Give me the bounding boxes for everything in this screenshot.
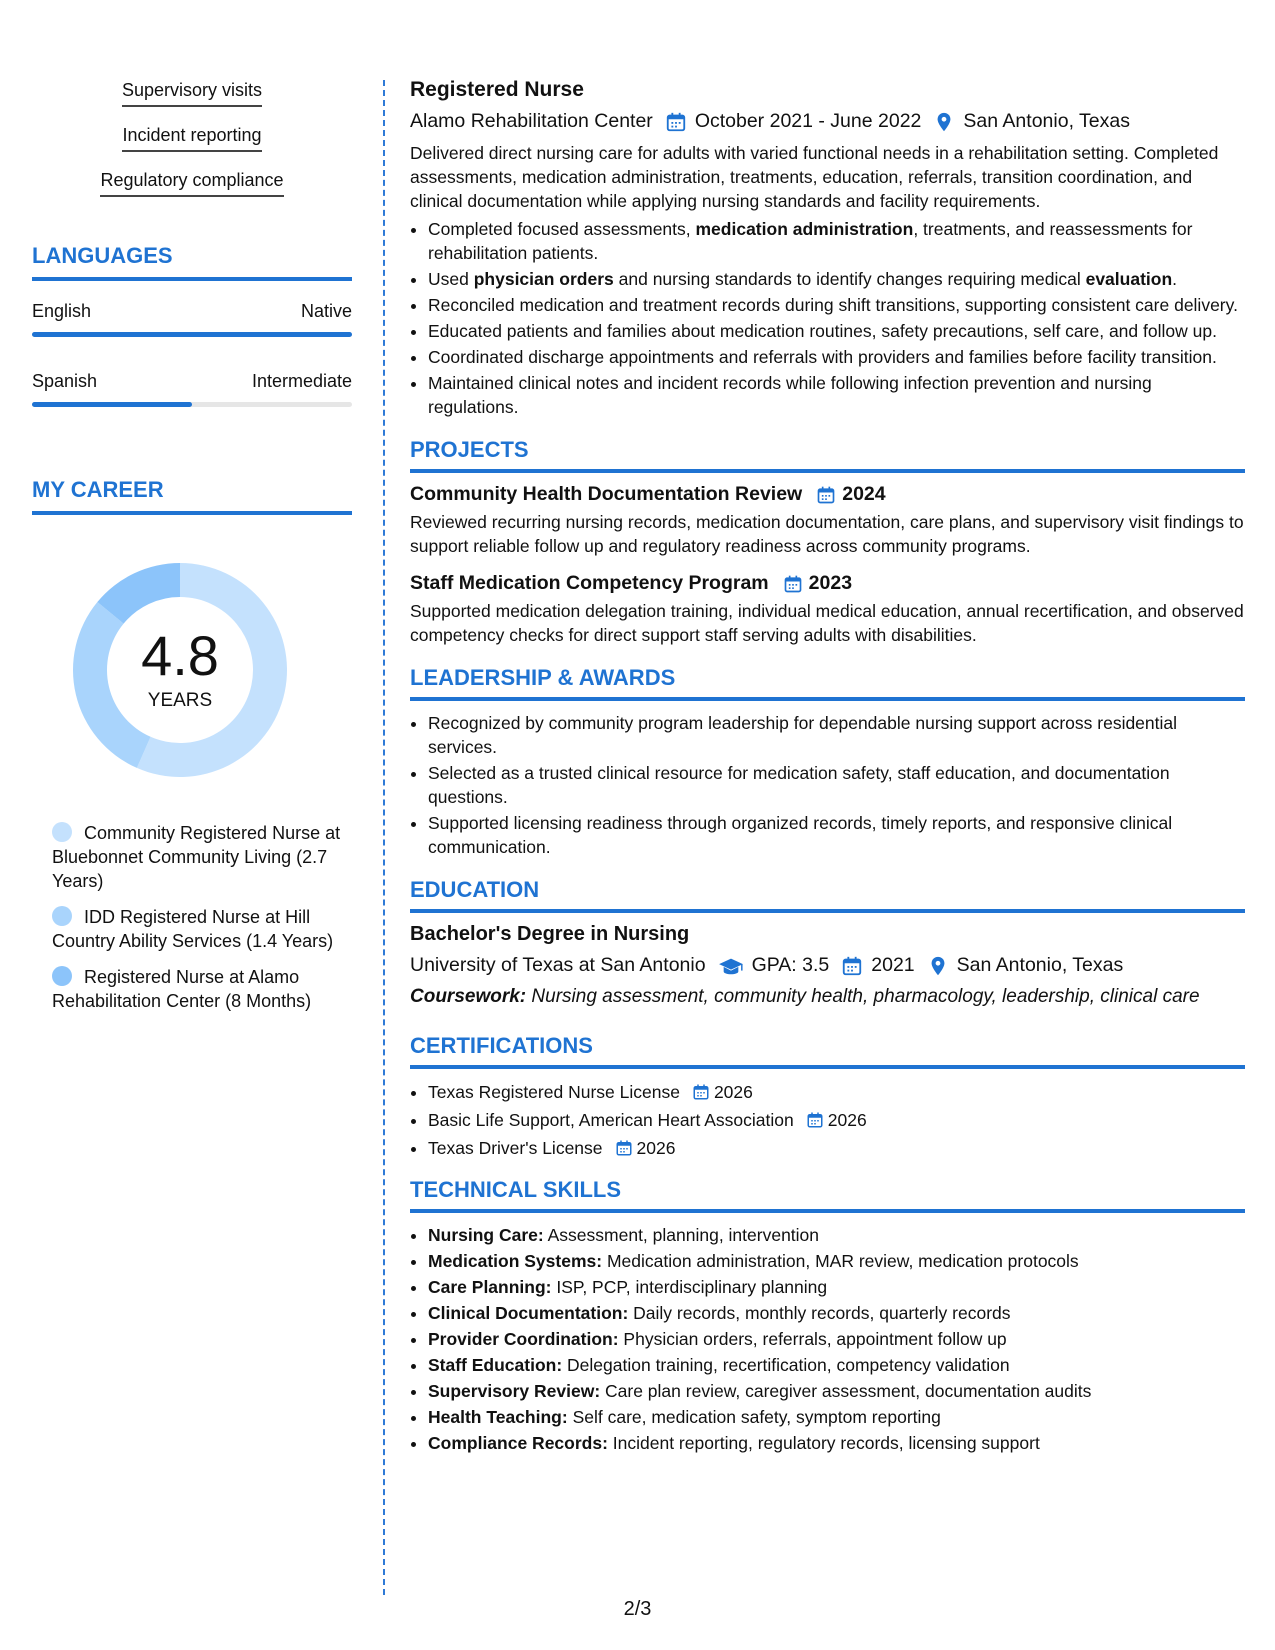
list-item <box>428 1079 1245 1105</box>
skill-chips <box>32 80 352 197</box>
languages-heading: LANGUAGES <box>32 243 352 281</box>
project-item <box>410 483 1245 558</box>
career-legend <box>52 821 342 1013</box>
list-item: • Clinical Documentation: Daily records, monthly records, quarterly records <box>428 1301 1245 1325</box>
education-heading: EDUCATION <box>410 877 1245 913</box>
school-location: San Antonio, Texas <box>956 954 1124 976</box>
list-item: • Compliance Records: Incident reporting, regulatory records, licensing support <box>428 1431 1245 1455</box>
list-item: • Care Planning: ISP, PCP, interdisciplinary planning <box>428 1275 1245 1299</box>
column-divider <box>383 80 385 1595</box>
calendar-icon <box>665 111 687 133</box>
calendar-icon <box>816 485 836 505</box>
list-item: • Supported licensing readiness through organized records, timely reports, and responsive clinical communication. <box>428 811 1245 859</box>
technical-skills-list <box>410 1223 1245 1455</box>
language-bar <box>32 332 352 337</box>
education-entry <box>410 923 1245 1009</box>
language-spanish <box>32 371 352 407</box>
calendar-icon <box>692 1083 710 1101</box>
technical-skills-heading: TECHNICAL SKILLS <box>410 1177 1245 1213</box>
legend-dot <box>52 906 72 926</box>
legend-dot <box>52 822 72 842</box>
leadership-heading: LEADERSHIP & AWARDS <box>410 665 1245 701</box>
list-item: • Nursing Care: Assessment, planning, intervention <box>428 1223 1245 1247</box>
job-dates: October 2021 - June 2022 <box>694 110 922 132</box>
project-item <box>410 572 1245 647</box>
calendar-icon <box>615 1139 633 1157</box>
list-item: • Medication Systems: Medication administration, MAR review, medication protocols <box>428 1249 1245 1273</box>
coursework-text: Nursing assessment, community health, pharmacology, leadership, clinical care <box>526 986 1200 1007</box>
list-item <box>428 1107 1245 1133</box>
list-item: • Health Teaching: Self care, medication safety, symptom reporting <box>428 1405 1245 1429</box>
project-title-row <box>410 483 1245 506</box>
list-item: • Staff Education: Delegation training, recertification, competency validation <box>428 1353 1245 1377</box>
list-item: • Provider Coordination: Physician orders, referrals, appointment follow up <box>428 1327 1245 1351</box>
cert-year: 2026 <box>636 1138 676 1158</box>
list-item: • Used physician orders and nursing standards to identify changes requiring medical evaluation. <box>428 267 1245 291</box>
skill-chip: Regulatory compliance <box>100 170 283 197</box>
list-item: • Educated patients and families about medication routines, safety precautions, self care, and follow up. <box>428 319 1245 343</box>
graduation-cap-icon <box>718 955 744 977</box>
project-year: 2024 <box>842 483 886 505</box>
degree-title: Bachelor's Degree in Nursing <box>410 923 690 945</box>
job-location: San Antonio, Texas <box>963 110 1130 132</box>
certifications-heading: CERTIFICATIONS <box>410 1033 1245 1069</box>
legend-label: IDD Registered Nurse at Hill Country Ability Services (1.4 Years) <box>52 907 334 951</box>
language-name: Spanish <box>32 371 98 391</box>
job-meta <box>410 110 1245 133</box>
list-item: • Completed focused assessments, medication administration, treatments, and reassessments for rehabilitation patients. <box>428 217 1245 265</box>
leadership-list <box>410 711 1245 859</box>
skill-chip: Supervisory visits <box>122 80 262 107</box>
legend-item <box>52 821 342 893</box>
career-donut <box>65 555 295 785</box>
language-english <box>32 301 352 337</box>
project-title-row <box>410 572 1245 595</box>
career-total-years: 4.8 <box>141 624 219 687</box>
job-entry <box>410 78 1245 419</box>
list-item: • Coordinated discharge appointments and referrals with providers and families before facility transition. <box>428 345 1245 369</box>
coursework-label: Coursework: <box>410 986 527 1007</box>
list-item: • Selected as a trusted clinical resource for medication safety, staff education, and documentation questions. <box>428 761 1245 809</box>
project-title: Staff Medication Competency Program <box>410 572 769 594</box>
project-title: Community Health Documentation Review <box>410 483 803 505</box>
legend-item <box>52 965 342 1013</box>
location-pin-icon <box>933 111 955 133</box>
project-desc: Supported medication delegation training, individual medical education, annual recertification, and observed competency checks for direct support staff serving adults with disabilities. <box>410 601 1244 645</box>
cert-name: • Texas Registered Nurse License <box>428 1082 680 1102</box>
gpa: GPA: 3.5 <box>751 954 830 976</box>
legend-dot <box>52 966 72 986</box>
job-summary: Delivered direct nursing care for adults with varied functional needs in a rehabilitation setting. Completed assessments, medication administration, treatments, education, referrals, transition coordination, and clinical documentation while applying nursing standards and facility requirements. <box>410 143 1219 211</box>
school-name: University of Texas at San Antonio <box>410 954 706 976</box>
language-bar-fill <box>32 332 352 337</box>
page-number: 2/3 <box>623 1598 652 1620</box>
project-desc: Reviewed recurring nursing records, medication documentation, care plans, and supervisory visit findings to support reliable follow up and regulatory readiness across community programs. <box>410 512 1244 556</box>
skill-chip: Incident reporting <box>122 125 261 152</box>
calendar-icon <box>783 574 803 594</box>
cert-name: • Basic Life Support, American Heart Association <box>428 1110 794 1130</box>
list-item <box>428 1135 1245 1161</box>
language-name: English <box>32 301 92 321</box>
career-total-unit: YEARS <box>147 690 213 711</box>
job-title: Registered Nurse <box>410 78 584 101</box>
list-item: • Supervisory Review: Care plan review, caregiver assessment, documentation audits <box>428 1379 1245 1403</box>
legend-item <box>52 905 342 953</box>
list-item: • Recognized by community program leadership for dependable nursing support across residential services. <box>428 711 1245 759</box>
location-pin-icon <box>927 955 949 977</box>
graduation-year: 2021 <box>871 954 915 976</box>
language-level: Native <box>300 301 352 321</box>
education-meta <box>410 954 1245 977</box>
calendar-icon <box>806 1111 824 1129</box>
cert-name: • Texas Driver's License <box>428 1138 603 1158</box>
project-year: 2023 <box>808 572 853 594</box>
cert-year: 2026 <box>827 1110 867 1130</box>
projects-heading: PROJECTS <box>410 437 1245 473</box>
certifications-list <box>410 1079 1245 1161</box>
main-column <box>410 78 1245 1457</box>
language-bar-fill <box>32 402 192 407</box>
list-item: • Maintained clinical notes and incident records while following infection prevention and nursing regulations. <box>428 371 1245 419</box>
legend-label: Registered Nurse at Alamo Rehabilitation Center (8 Months) <box>52 967 312 1011</box>
coursework <box>410 985 1245 1009</box>
list-item: • Reconciled medication and treatment records during shift transitions, supporting consistent care delivery. <box>428 293 1245 317</box>
job-bullets <box>410 217 1245 419</box>
cert-year: 2026 <box>713 1082 753 1102</box>
job-company: Alamo Rehabilitation Center <box>410 110 653 132</box>
legend-label: Community Registered Nurse at Bluebonnet Community Living (2.7 Years) <box>52 823 341 891</box>
calendar-icon <box>841 955 863 977</box>
language-bar <box>32 402 352 407</box>
career-heading: MY CAREER <box>32 477 352 515</box>
language-level: Intermediate <box>251 371 352 391</box>
sidebar <box>32 80 352 1025</box>
